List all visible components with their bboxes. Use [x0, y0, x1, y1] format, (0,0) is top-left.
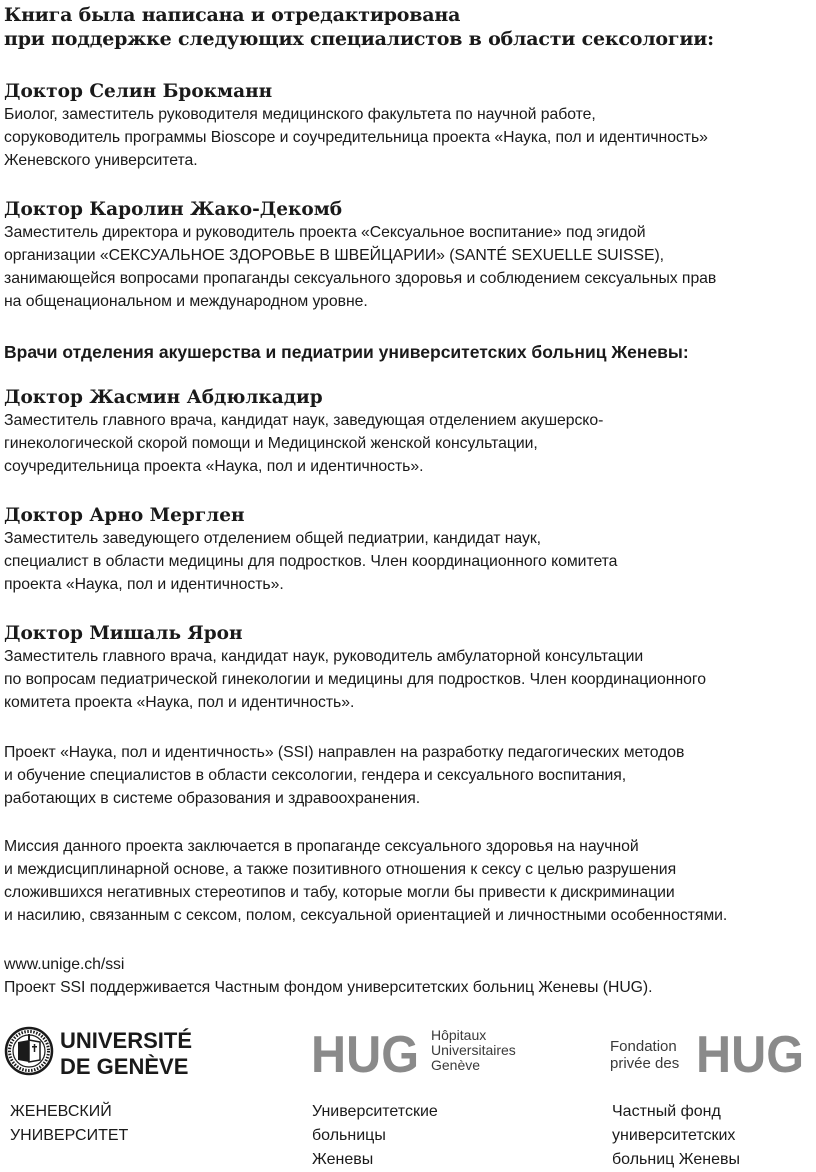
- hug-name-line-3: Genève: [431, 1057, 481, 1073]
- specialist-bio: Заместитель главного врача, кандидат наук, заведующая отделением акушерско- гинекологической скорой помощи и Медицинской женской консультации, соучредительница проекта «Наука, пол и идентичность».: [4, 412, 604, 475]
- logos-footer: [0, 1022, 816, 1170]
- contact-block: [4, 953, 652, 999]
- specialist-entry: [4, 504, 617, 596]
- specialist-bio: Биолог, заместитель руководителя медицинского факультета по научной работе, соруководитель программы Bioscope и соучредительница проекта «Наука, пол и идентичность» Женевского университета.: [4, 106, 708, 169]
- specialist-name: Доктор Мишаль Ярон: [4, 623, 243, 644]
- support-note: Проект SSI поддерживается Частным фондом университетских больниц Женевы (HUG).: [4, 979, 653, 996]
- specialist-name: Доктор Арно Мерглен: [4, 505, 245, 526]
- unige-wordmark-line-1: UNIVERSITÉ: [60, 1028, 193, 1053]
- project-description: Проект «Наука, пол и идентичность» (SSI) направлен на разработку педагогических методов и обучение специалистов в области сексологии, гендера и сексуального воспитания, работающих в системе образования и здравоохранения.: [4, 744, 685, 807]
- section-title-hug-doctors: Врачи отделения акушерства и педиатрии университетских больниц Женевы:: [4, 342, 689, 362]
- fondation-name-line-1: Fondation: [610, 1038, 677, 1055]
- fondation-name: [610, 1038, 679, 1072]
- hug-mark-text: HUG: [311, 1030, 419, 1076]
- document-page: [4, 0, 812, 996]
- specialist-entry: [4, 80, 708, 172]
- fondation-name-line-2: privée des: [610, 1055, 680, 1072]
- specialist-entry: [4, 622, 706, 714]
- specialist-bio: Заместитель директора и руководитель проекта «Сексуальное воспитание» под эгидой организации «СЕКСУАЛЬНОЕ ЗДОРОВЬЕ В ШВЕЙЦАРИИ» (SANTÉ SEXUELLE SUISSE), занимающейся вопросами пропаганды сексуального здоровья и соблюдением сексуальных прав на общенациональном и международном уровне.: [4, 224, 717, 310]
- hug-mark-icon: [311, 1030, 421, 1076]
- intro-heading: [4, 3, 812, 51]
- unige-seal-icon: [4, 1026, 54, 1076]
- specialist-name: Доктор Селин Брокманн: [4, 81, 273, 102]
- intro-line-1: Книга была написана и отредактирована: [4, 4, 461, 26]
- project-url-link[interactable]: www.unige.ch/ssi: [4, 956, 125, 973]
- unige-wordmark-line-2: DE GENÈVE: [60, 1054, 189, 1079]
- specialist-name: Доктор Каролин Жако-Декомб: [4, 199, 343, 220]
- specialist-entry: [4, 198, 716, 313]
- hug-name-line-1: Hôpitaux: [431, 1027, 487, 1043]
- caption-hug: Университетские больницы Женевы: [312, 1103, 438, 1168]
- specialist-bio: Заместитель главного врача, кандидат наук, руководитель амбулаторной консультации по вопросам педиатрической гинекологии и медицины для подростков. Член координационного комитета проекта «Наука, пол и идентичность».: [4, 648, 706, 711]
- caption-unige: ЖЕНЕВСКИЙ УНИВЕРСИТЕТ: [10, 1103, 129, 1144]
- project-mission: Миссия данного проекта заключается в пропаганде сексуального здоровья на научной и междисциплинарной основе, а также позитивного отношения к сексу с целью разрушения сложившихся негативных стереотипов и табу, которые могли бы привести к дискриминации и насилию, связанным с сексом, полом, сексуальной ориентацией и личностными особенностями.: [4, 838, 728, 924]
- specialist-bio: Заместитель заведующего отделением общей педиатрии, кандидат наук, специалист в области медицины для подростков. Член координационного комитета проекта «Наука, пол и идентичность».: [4, 530, 618, 593]
- hug-mark-icon: [696, 1030, 808, 1076]
- hug-name: [431, 1028, 516, 1073]
- specialist-name: Доктор Жасмин Абдюлкадир: [4, 387, 323, 408]
- intro-line-2: при поддержке следующих специалистов в области сексологии:: [4, 28, 714, 50]
- caption-fondation: Частный фонд университетских больниц Женевы: [612, 1103, 740, 1168]
- unige-wordmark: [60, 1028, 192, 1080]
- hug-name-line-2: Universitaires: [431, 1042, 516, 1058]
- specialist-entry: [4, 386, 603, 478]
- hug-mark-text: HUG: [696, 1030, 804, 1076]
